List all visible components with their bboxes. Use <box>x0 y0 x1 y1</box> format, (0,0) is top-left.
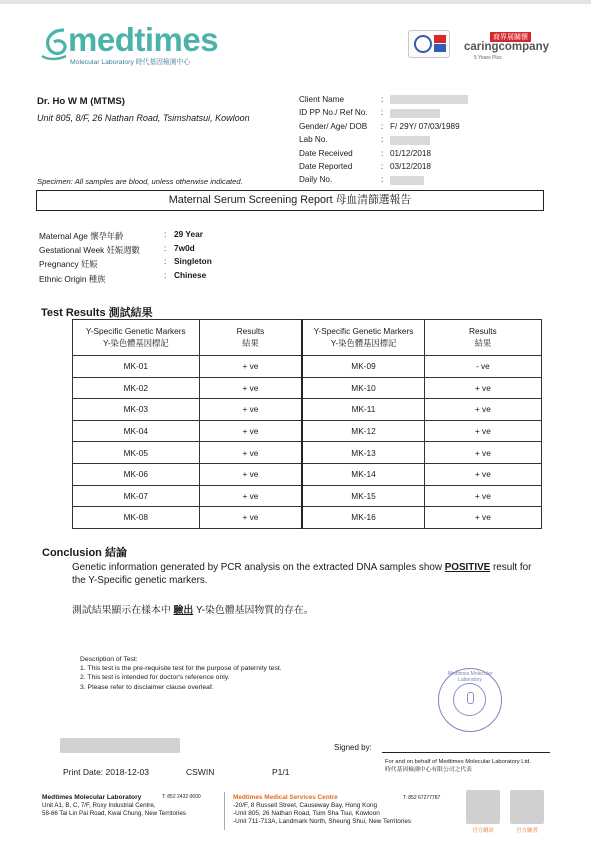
table-row: MK-08 + ve MK-16 + ve <box>73 507 542 529</box>
positive-result: POSITIVE <box>444 562 491 573</box>
print-user: CSWIN <box>186 767 215 777</box>
info-labels <box>299 93 368 187</box>
on-behalf-text: For and on behalf of Medtimes Molecular Laboratory Ltd. 時代基因檢測中心有限公司之代表 <box>385 759 531 774</box>
brand-name: medtimes <box>68 21 219 58</box>
maternal-value: 7w0d <box>174 242 195 253</box>
info-label: Client Name <box>299 95 345 104</box>
lab-name: Medtimes Molecular Laboratory <box>42 794 142 801</box>
info-label: ID PP No./ Ref No. <box>299 108 368 118</box>
table-row: MK-04 + ve MK-12 + ve <box>73 420 542 442</box>
signed-by-label: Signed by: <box>334 743 372 752</box>
conclusion-text-cn: 測試結果顯示在樣本中 驗出 Y-染色體基因物質的存在。 <box>72 605 314 616</box>
result-header: Results 結果 <box>424 320 541 356</box>
results-table <box>72 319 542 529</box>
table-row: MK-02 + ve MK-10 + ve <box>73 377 542 399</box>
description-item: 1. This test is the pre-requisite test for the purpose of paternity test. <box>80 665 282 673</box>
results-title: Test Results 測試結果 <box>41 307 153 319</box>
stamp-emblem-icon <box>453 683 486 716</box>
info-label: Date Reported <box>299 162 353 172</box>
lab-phone: T: 852 2432 0600 <box>162 794 201 800</box>
table-row: MK-05 + ve MK-13 + ve <box>73 442 542 464</box>
description-item: 2. This test is intended for doctor's reference only. <box>80 674 230 682</box>
redacted-id-number <box>390 109 440 118</box>
maternal-values <box>174 228 212 282</box>
table-row: MK-03 + ve MK-11 + ve <box>73 399 542 421</box>
page-number: P1/1 <box>272 767 290 777</box>
info-value-date-reported: 03/12/2018 <box>390 162 431 172</box>
centre-phone: T: 852 67277787 <box>403 795 441 801</box>
info-label: Daily No. <box>299 175 333 185</box>
results-header-row <box>73 320 542 356</box>
facebook-qr-label: 官方臉書 <box>516 828 538 834</box>
info-label: Lab No. <box>299 135 328 145</box>
maternal-value: 29 Year <box>174 229 203 239</box>
maternal-label: Ethnic Origin 種族 <box>39 273 106 284</box>
table-row: MK-01 + ve MK-09 - ve <box>73 356 542 378</box>
table-row: MK-07 + ve MK-15 + ve <box>73 485 542 507</box>
redacted-signatory <box>60 738 180 753</box>
stamp-flask-icon <box>467 692 474 704</box>
medtimes-logo <box>38 21 219 68</box>
detected-result-cn: 驗出 <box>173 605 194 616</box>
info-label: Date Received <box>299 148 353 158</box>
report-title: Maternal Serum Screening Report 母血清篩選報告 <box>36 190 544 211</box>
info-label: Gender/ Age/ DOB <box>299 121 368 131</box>
signature-line <box>382 752 550 753</box>
result-header: Results 結果 <box>199 320 302 356</box>
maternal-value: Singleton <box>174 256 212 266</box>
info-value-gender-age-dob: F/ 29Y/ 07/03/1989 <box>390 121 460 131</box>
redacted-daily-number <box>390 176 424 185</box>
stamp-text: Medtimes Molecular Laboratory <box>447 671 493 683</box>
maternal-label: Maternal Age 懷孕年齡 <box>39 231 124 241</box>
maternal-label: Gestational Week 妊娠週數 <box>39 245 140 256</box>
print-date: Print Date: 2018-12-03 <box>63 767 150 777</box>
centre-name: Medtimes Medical Services Centre <box>233 794 338 801</box>
top-edge-bar <box>0 0 591 4</box>
caring-company-badge <box>462 32 557 62</box>
conclusion-text: Genetic information generated by PCR analysis on the extracted DNA samples show POSITIVE result for the Y-Specific genetic markers. <box>72 562 532 586</box>
description-title: Description of Test: <box>80 656 138 663</box>
table-row: MK-06 + ve MK-14 + ve <box>73 463 542 485</box>
test-description <box>80 655 282 692</box>
laboratory-stamp <box>438 668 502 732</box>
redacted-lab-number <box>390 136 430 145</box>
brand-subtitle: Molecular Laboratory 時代基因檢測中心 <box>70 59 191 66</box>
footer-divider <box>224 792 225 830</box>
accreditation-flag-icon <box>434 35 446 43</box>
caring-tag: 商界展關懷 <box>490 32 531 42</box>
description-item: 3. Please refer to disclaimer clause overleaf. <box>80 683 214 691</box>
info-values <box>390 93 468 187</box>
conclusion-title: Conclusion 結論 <box>42 547 127 559</box>
facebook-qr-code[interactable] <box>510 790 544 824</box>
info-colons: : : : : : : : <box>381 95 384 185</box>
doctor-name: Dr. Ho W M (MTMS) <box>37 96 125 107</box>
redacted-client-name <box>390 95 468 104</box>
website-qr-label: 官方網站 <box>472 828 494 834</box>
accreditation-seal-icon <box>414 35 432 53</box>
maternal-value: Chinese <box>174 269 207 280</box>
maternal-label: Pregnancy 妊娠 <box>39 259 98 270</box>
doctor-address: Unit 805, 8/F, 26 Nathan Road, Tsimshatsui, Kowloon <box>37 113 250 123</box>
website-qr-code[interactable] <box>466 790 500 824</box>
maternal-labels <box>39 229 140 286</box>
maternal-colons: : : : : <box>164 229 167 280</box>
footer-centre-address: Medtimes Medical Services Centre T: 852 67277787 -20/F, 8 Russell Street, Causeway Bay, Hong Kong -Unit 805, 26 Nathan Road, Tsim Sha Tsui, Kowloon -Unit 711-713A, Landmark North, Sheung Shui, New Territories <box>233 794 441 826</box>
specimen-note: Specimen: All samples are blood, unless otherwise indicated. <box>37 177 243 186</box>
marker-header: Y-Specific Genetic Markers Y-染色體基因標記 <box>302 320 424 356</box>
accreditation-flag-icon <box>434 44 446 52</box>
accreditation-badge <box>408 30 450 58</box>
marker-header: Y-Specific Genetic Markers Y-染色體基因標記 <box>73 320 200 356</box>
dna-swirl-icon <box>38 26 72 62</box>
caring-brand: caringcompany <box>464 41 549 53</box>
info-value-date-received: 01/12/2018 <box>390 148 431 158</box>
caring-years: 5 Years Plus <box>474 55 502 61</box>
footer-lab-address: Medtimes Molecular Laboratory T: 852 2432 0600 Unit A1, B, C, 7/F, Roxy Industrial Centre, 58-66 Tai Lin Pai Road, Kwai Chung, New Territories <box>42 794 201 817</box>
